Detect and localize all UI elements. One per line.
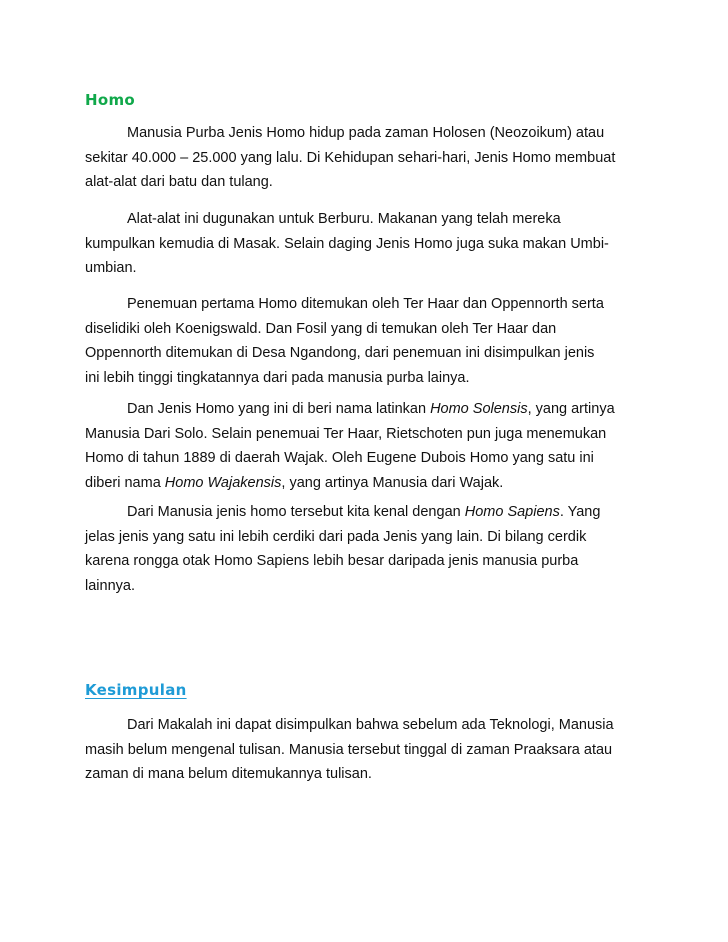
text-line: jelas jenis yang satu ini lebih cerdiki dari pada Jenis yang lain. Di bilang cerdik [85, 528, 587, 545]
latin-name-homo-wajakensis: Homo Wajakensis [164, 474, 282, 491]
section-heading-homo: Homo [85, 91, 135, 109]
text-line: lainnya. [85, 577, 135, 594]
paragraph-kesimpulan [85, 713, 645, 787]
text-line: Alat-alat ini dugunakan untuk Berburu. Makanan yang telah mereka [127, 211, 561, 227]
paragraph-homo-names [85, 397, 645, 495]
text-line: Oppennorth ditemukan di Desa Ngandong, dari penemuan ini disimpulkan jenis [85, 345, 595, 361]
text-line: Homo di tahun 1889 di daerah Wajak. Oleh Eugene Dubois Homo yang satu ini [85, 450, 594, 466]
text-line: Manusia Purba Jenis Homo hidup pada zaman Holosen (Neozoikum) atau [127, 125, 605, 141]
text-line [85, 471, 645, 496]
latin-name-homo-sapiens: Homo Sapiens [464, 504, 560, 520]
latin-name-homo-solensis: Homo Solensis [430, 401, 528, 417]
text-line [85, 397, 645, 422]
text-line: kumpulkan kemudia di Masak. Selain daging Jenis Homo juga suka makan Umbi- [85, 235, 609, 252]
paragraph-homo-sapiens [85, 500, 645, 598]
text-line: Manusia Dari Solo. Selain penemuai Ter Haar, Rietschoten pun juga menemukan [85, 425, 607, 442]
paragraph-homo-discovery [85, 292, 645, 390]
text-line: zaman di mana belum ditemukannya tulisan. [85, 766, 372, 782]
text-run: Dari Manusia jenis homo tersebut kita kenal dengan [127, 504, 465, 520]
text-run: diberi nama [85, 474, 165, 491]
paragraph-homo-era [85, 121, 645, 195]
text-run: Dan Jenis Homo yang ini di beri nama latinkan [127, 401, 431, 417]
section-heading-kesimpulan: Kesimpulan [85, 681, 187, 699]
text-run: , yang artinya Manusia dari Wajak. [281, 474, 504, 491]
text-run: . Yang [559, 504, 601, 520]
paragraph-homo-tools [85, 207, 645, 281]
text-line [85, 500, 645, 525]
text-run: , yang artinya [527, 401, 615, 417]
text-line: diselidiki oleh Koenigswald. Dan Fosil yang di temukan oleh Ter Haar dan [85, 320, 557, 337]
text-line: masih belum mengenal tulisan. Manusia tersebut tinggal di zaman Praaksara atau [85, 741, 613, 758]
text-line: karena rongga otak Homo Sapiens lebih besar daripada jenis manusia purba [85, 553, 579, 569]
text-line: Penemuan pertama Homo ditemukan oleh Ter Haar dan Oppennorth serta [127, 296, 604, 312]
text-line: ini lebih tinggi tingkatannya dari pada manusia purba lainya. [85, 369, 470, 386]
text-line: Dari Makalah ini dapat disimpulkan bahwa sebelum ada Teknologi, Manusia [127, 717, 614, 733]
text-line: umbian. [85, 260, 137, 276]
text-line: sekitar 40.000 – 25.000 yang lalu. Di Kehidupan sehari-hari, Jenis Homo membuat [85, 149, 616, 166]
text-line: alat-alat dari batu dan tulang. [85, 174, 273, 190]
